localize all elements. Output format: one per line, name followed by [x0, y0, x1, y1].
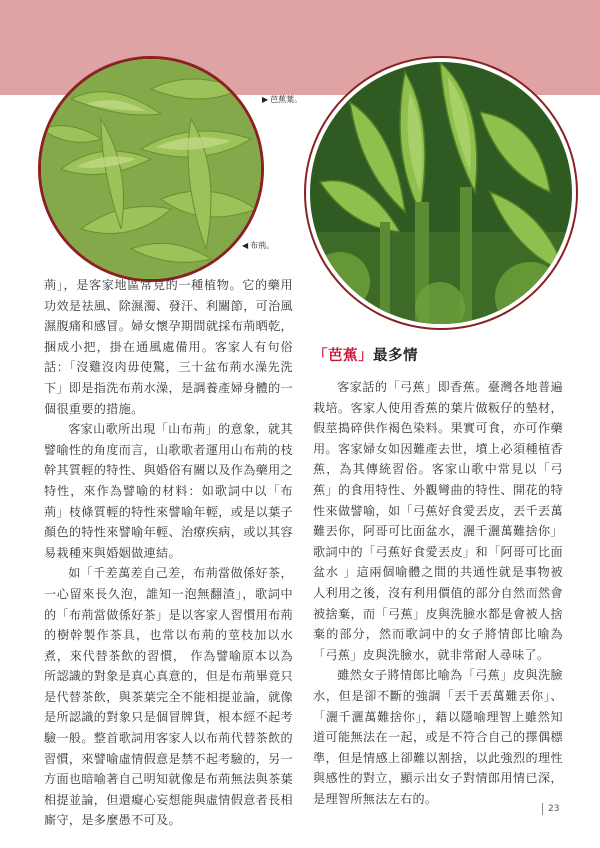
- left-paragraph: 如「千差萬差自己差，布荊當做係好茶，一心留來長久泡，誰知一泡無翻渣」，歌詞中的「布荊當做係好茶」是以客家人習慣用布荊的樹幹製作茶具，也常以布荊的莖枝加以水煮，來代替茶飲的習慣， 作為譬喻原本以為所認識的對象是真心真意的，但是布荊畢竟只是代替茶飲，與茶葉完全不能相提並論，就像是所認識的對象只是個冒牌貨，根本經不起考驗一般。整首歌詞用客家人以布荊代替茶飲的習慣，來譬喻虛情假意是禁不起考驗的，另一方面也暗喻著自己明知就像是布荊無法與茶葉相提並論，但還癡心妄想能與虛情假意者長相廝守，是多麼愚不可及。: [44, 566, 293, 828]
- triangle-right-icon: ▶: [262, 95, 269, 104]
- heading-accent: 「芭蕉」: [313, 348, 373, 364]
- heading-rest: 最多情: [373, 348, 418, 364]
- right-paragraph: 客家話的「弓蕉」即香蕉。臺灣各地普遍栽培。客家人使用香蕉的葉片做粄仔的墊材，假莖搗碎供作褐色染料。果實可食，亦可作藥用。客家婦女如因難產去世，墳上必須種植香蕉，為其傳統習俗。客家山歌中常見以「弓蕉」的食用特性、外觀彎曲的特性、開花的特性來做譬喻，如「弓蕉好食愛丟皮，丟千丟萬難丟你，阿哥可比面盆水，灑千灑萬難捨你」 歌詞中的「弓蕉好食愛丟皮」和「阿哥可比面盆水 」這兩個喻體之間的共通性就是事物被人利用之後，沒有利用價值的部分自然而然會被捨棄，而「弓蕉」皮與洗臉水都是會被人捨棄的部分，然而歌詞中的女子將情郎比喻為「弓蕉」皮與洗臉水，就非常耐人尋味了。: [313, 380, 563, 662]
- page-number: 23: [542, 803, 559, 815]
- banana-plants-photo: [306, 58, 576, 328]
- banana-caption: [262, 94, 302, 105]
- right-paragraph: 雖然女子將情郎比喻為「弓蕉」皮與洗臉水，但是卻不斷的強調「丟千丟萬難丟你」、「灑千灑萬難捨你」，藉以隱喻理智上雖然知道可能無法在一起，或是不符合自己的擇偶標準，但是情感上卻難以割捨，以此強烈的理性與感性的對立，顯示出女子對情郎用情已深，是理智所無法左右的。: [313, 668, 563, 806]
- triangle-left-icon: ◀: [242, 241, 249, 250]
- left-paragraph: 荊」，是客家地區常見的一種植物。它的藥用功效是祛風、除濕濁、發汗、利關節，可治風濕腹痛和感冒。婦女懷孕期間就採布荊晒乾，捆成小把，掛在通風處備用。客家人有句俗話：「沒雞沒肉毋使驚，三十盆布荊水澡先洗下」即是指洗布荊水澡，是調養產婦身體的一個很重要的措施。: [44, 278, 293, 416]
- left-column: [44, 275, 293, 831]
- section-heading: [313, 344, 418, 365]
- vitex-caption: [242, 240, 274, 251]
- banana-caption-text: 芭蕉葉。: [270, 95, 303, 104]
- vitex-caption-text: 布荊。: [250, 241, 275, 250]
- right-column: [313, 377, 563, 809]
- vitex-leaves-photo: [38, 56, 264, 282]
- left-paragraph: 客家山歌所出現「山布荊」的意象，就其譬喻性的角度而言，山歌歌者運用山布荊的枝幹其質輕的特性、與婚俗有關以及作為藥用之特性，來作為譬喻的材料：如歌詞中以「布荊」枝條質輕的特性來譬喻年輕，或是以葉子顏色的特性來譬喻年輕、治療疾病，或以其容易栽種來與婚姻做連結。: [44, 422, 293, 560]
